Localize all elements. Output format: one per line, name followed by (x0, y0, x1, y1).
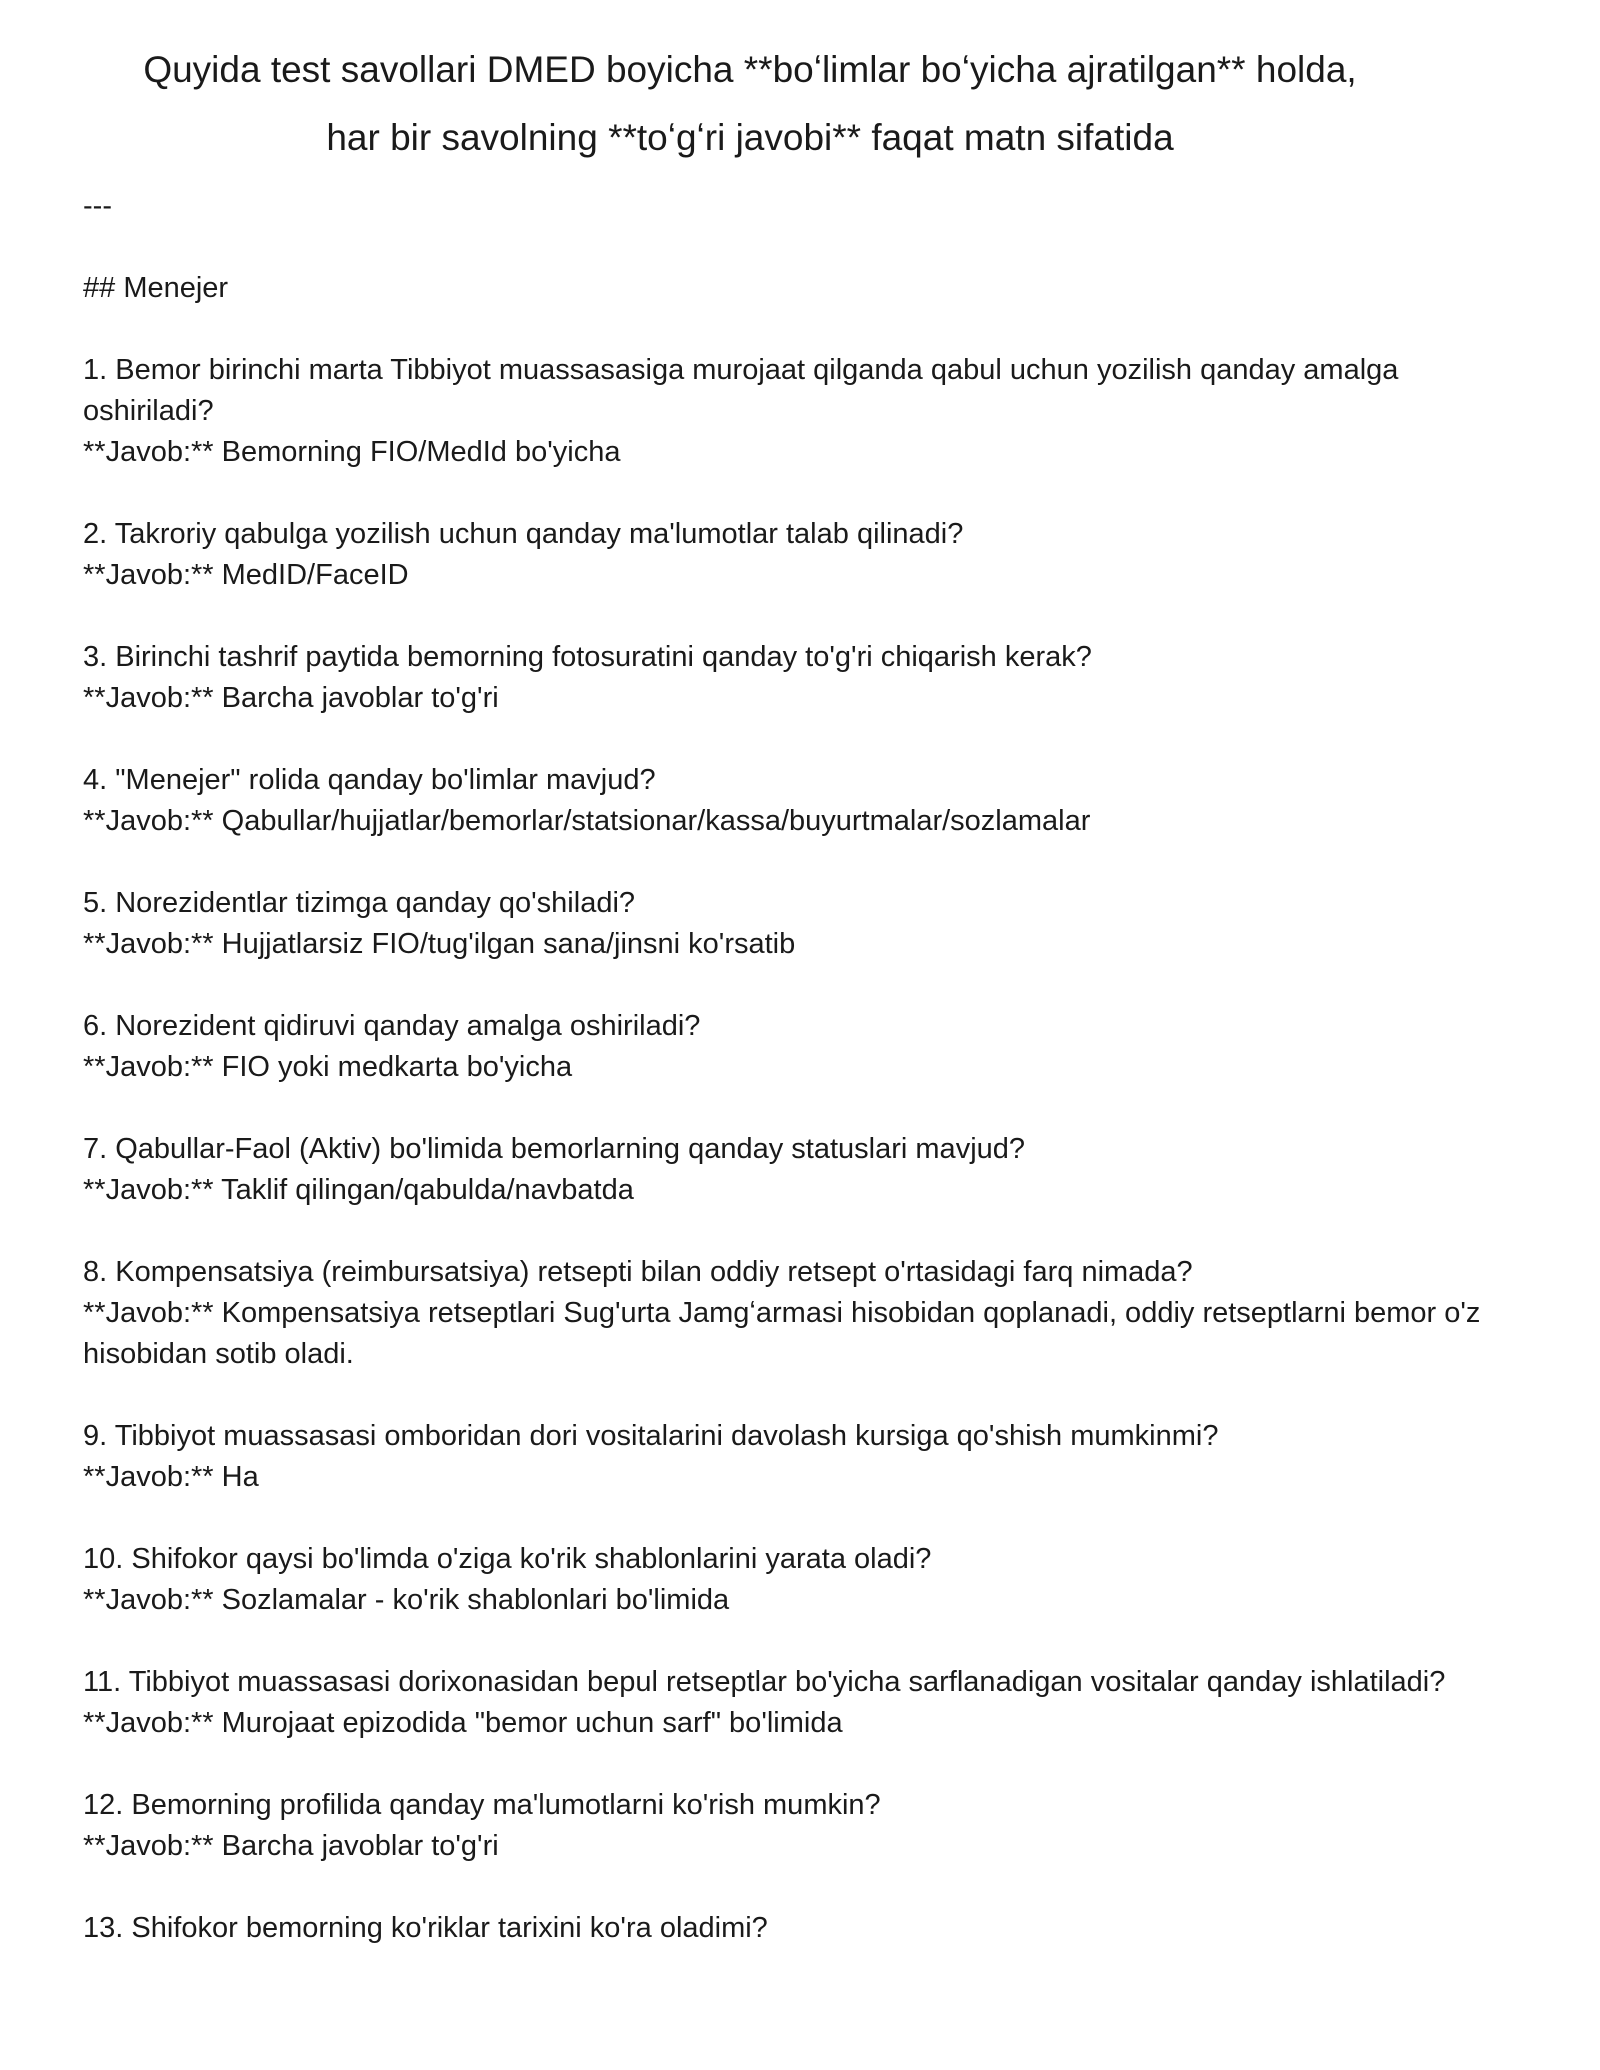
qa-item (83, 350, 1483, 473)
answer-text: **Javob:** Kompensatsiya retseptlari Sug'urta Jamgʻarmasi hisobidan qoplanadi, oddiy retseptlarni bemor o'z hisobidan sotib oladi. (83, 1297, 1481, 1370)
qa-item (83, 1662, 1483, 1744)
qa-item (83, 1785, 1483, 1867)
answer-text: **Javob:** Sozlamalar - ko'rik shablonlari bo'limida (83, 1584, 730, 1616)
question-text: 9. Tibbiyot muassasasi omboridan dori vositalarini davolash kursiga qo'shish mumkinmi? (83, 1420, 1219, 1452)
question-text: 12. Bemorning profilida qanday ma'lumotlarni ko'rish mumkin? (83, 1789, 881, 1821)
answer-text: **Javob:** MedID/FaceID (83, 559, 409, 591)
section-heading: ## Menejer (83, 272, 229, 304)
answer-text: **Javob:** Barcha javoblar to'g'ri (83, 682, 499, 714)
question-text: 2. Takroriy qabulga yozilish uchun qanday ma'lumotlar talab qilinadi? (83, 518, 964, 550)
question-text: 6. Norezident qidiruvi qanday amalga oshiriladi? (83, 1010, 701, 1042)
answer-text: **Javob:** Murojaat epizodida "bemor uchun sarf" bo'limida (83, 1707, 843, 1739)
answer-text: **Javob:** Bemorning FIO/MedId bo'yicha (83, 436, 621, 468)
question-text: 8. Kompensatsiya (reimbursatsiya) retsepti bilan oddiy retsept o'rtasidagi farq nimada? (83, 1256, 1193, 1288)
title-line-1: Quyida test savollari DMED boyicha **boʻlimlar boʻyicha ajratilgan** holda, (143, 49, 1357, 90)
qa-item (83, 1252, 1483, 1375)
qa-item (83, 760, 1483, 842)
answer-text: **Javob:** FIO yoki medkarta bo'yicha (83, 1051, 573, 1083)
question-text: 13. Shifokor bemorning ko'riklar tarixini ko'ra oladimi? (83, 1912, 768, 1944)
qa-item (83, 883, 1483, 965)
answer-text: **Javob:** Ha (83, 1461, 259, 1493)
question-text: 10. Shifokor qaysi bo'limda o'ziga ko'rik shablonlarini yarata oladi? (83, 1543, 932, 1575)
qa-item (83, 637, 1483, 719)
qa-item (83, 1129, 1483, 1211)
divider: --- (83, 190, 112, 222)
document-body (83, 186, 1483, 1990)
answer-text: **Javob:** Hujjatlarsiz FIO/tug'ilgan sana/jinsni ko'rsatib (83, 928, 796, 960)
question-text: 11. Tibbiyot muassasasi dorixonasidan bepul retseptlar bo'yicha sarflanadigan vositalar qanday ishlatiladi? (83, 1666, 1446, 1698)
qa-item (83, 1539, 1483, 1621)
qa-item (83, 1006, 1483, 1088)
question-text: 4. "Menejer" rolida qanday bo'limlar mavjud? (83, 764, 656, 796)
answer-text: **Javob:** Barcha javoblar to'g'ri (83, 1830, 499, 1862)
answer-text: **Javob:** Taklif qilingan/qabulda/navbatda (83, 1174, 634, 1206)
question-text: 3. Birinchi tashrif paytida bemorning fotosuratini qanday to'g'ri chiqarish kerak? (83, 641, 1092, 673)
qa-item (83, 1416, 1483, 1498)
question-text: 1. Bemor birinchi marta Tibbiyot muassasasiga murojaat qilganda qabul uchun yozilish qanday amalga oshiriladi? (83, 354, 1399, 427)
question-text: 7. Qabullar-Faol (Aktiv) bo'limida bemorlarning qanday statuslari mavjud? (83, 1133, 1026, 1165)
qa-item (83, 514, 1483, 596)
question-text: 5. Norezidentlar tizimga qanday qo'shiladi? (83, 887, 636, 919)
answer-text: **Javob:** Qabullar/hujjatlar/bemorlar/statsionar/kassa/buyurtmalar/sozlamalar (83, 805, 1091, 837)
document-title (70, 36, 1430, 172)
title-line-2: har bir savolning **toʻgʻri javobi** faqat matn sifatida (326, 117, 1174, 158)
qa-item (83, 1908, 1483, 1949)
